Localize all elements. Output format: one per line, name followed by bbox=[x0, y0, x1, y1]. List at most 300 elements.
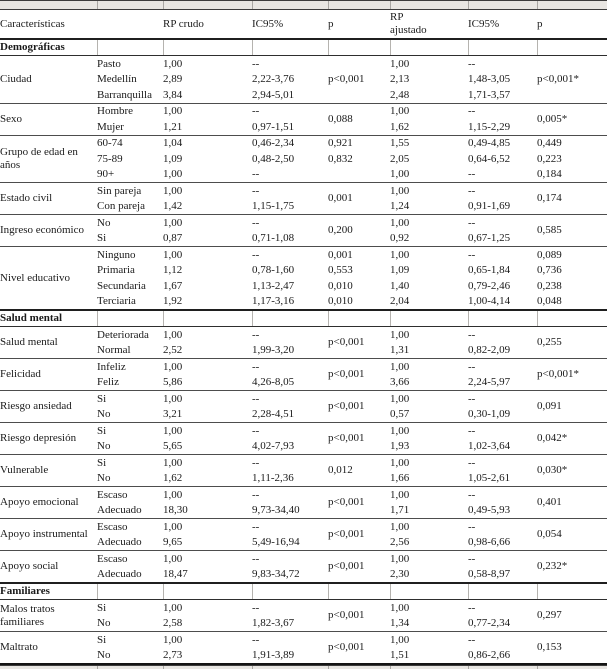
section-title: Familiares bbox=[0, 583, 97, 600]
rp-adjusted-cell: 1,00 bbox=[390, 632, 468, 648]
category-cell: Adecuado bbox=[97, 536, 142, 549]
column-rule-segment bbox=[163, 1, 252, 9]
rp-crude-cell: 2,89 bbox=[163, 73, 183, 86]
rp-adjusted-cell: 1,00 bbox=[390, 183, 468, 199]
p-crude-cell: 0,553 bbox=[328, 264, 353, 277]
ic95-crude-cell: 1,13-2,47 bbox=[252, 279, 295, 292]
ic95-crude-cell: -- bbox=[252, 391, 328, 407]
rp-crude-cell: 1,09 bbox=[163, 152, 183, 165]
p-crude-merged-cell: p<0,001 bbox=[328, 359, 390, 391]
row-label: Ingreso económico bbox=[0, 215, 97, 247]
rp-adjusted-cell: 1,00 bbox=[390, 359, 468, 375]
ic95-crude-cell: 0,48-2,50 bbox=[252, 152, 295, 165]
section-row-spacer bbox=[390, 583, 468, 600]
ic95-crude-cell: 4,02-7,93 bbox=[252, 440, 295, 453]
ic95-adjusted-cell: 0,79-2,46 bbox=[468, 279, 511, 292]
ic95-adjusted-cell: -- bbox=[468, 600, 537, 616]
table-row bbox=[0, 600, 607, 616]
category-cell: No bbox=[97, 472, 111, 485]
header-rp-ajustado-label: RP ajustado bbox=[390, 11, 427, 36]
row-label: Sexo bbox=[0, 103, 97, 135]
section-row-spacer bbox=[163, 39, 252, 56]
ic95-adjusted-cell: -- bbox=[468, 391, 537, 407]
category-cell: No bbox=[97, 408, 111, 421]
header-p-crudo: p bbox=[328, 17, 334, 30]
ic95-crude-cell: 4,26-8,05 bbox=[252, 376, 295, 389]
ic95-adjusted-cell: 0,49-4,85 bbox=[468, 135, 537, 151]
table-row bbox=[0, 215, 607, 231]
category-cell: Normal bbox=[97, 344, 131, 357]
section-row-spacer bbox=[252, 583, 328, 600]
category-cell: 90+ bbox=[97, 168, 115, 181]
ic95-adjusted-cell: -- bbox=[468, 487, 537, 503]
section-row-spacer bbox=[537, 583, 607, 600]
rp-crude-cell: 1,00 bbox=[163, 327, 252, 343]
category-cell: No bbox=[97, 649, 111, 662]
rp-adjusted-cell: 1,00 bbox=[390, 103, 468, 119]
category-cell: Medellín bbox=[97, 73, 137, 86]
rp-crude-cell: 1,12 bbox=[163, 264, 183, 277]
header-ic95-ajustado: IC95% bbox=[468, 17, 500, 30]
table-row bbox=[0, 103, 607, 119]
rp-adjusted-cell: 1,00 bbox=[390, 455, 468, 471]
table-row bbox=[0, 56, 607, 72]
row-label: Ciudad bbox=[0, 56, 97, 104]
rp-crude-cell: 1,00 bbox=[163, 391, 252, 407]
rp-crude-cell: 5,86 bbox=[163, 376, 183, 389]
row-label: Riesgo ansiedad bbox=[0, 391, 97, 423]
ic95-crude-cell: 2,22-3,76 bbox=[252, 73, 295, 86]
p-adjusted-merged-cell: 0,005* bbox=[537, 103, 607, 135]
p-adjusted-merged-cell: p<0,001* bbox=[537, 359, 607, 391]
ic95-crude-cell: -- bbox=[252, 183, 328, 199]
section-row-spacer bbox=[390, 39, 468, 56]
section-row-spacer bbox=[328, 39, 390, 56]
section-row-spacer bbox=[97, 310, 163, 327]
section-row-spacer bbox=[163, 583, 252, 600]
category-cell: No bbox=[97, 617, 111, 630]
p-adjusted-cell: 0,736 bbox=[537, 264, 562, 277]
ic95-adjusted-cell: 0,77-2,34 bbox=[468, 617, 511, 630]
rp-adjusted-cell: 2,05 bbox=[390, 152, 410, 165]
ic95-adjusted-cell: -- bbox=[468, 168, 476, 181]
row-label: Felicidad bbox=[0, 359, 97, 391]
row-label: Vulnerable bbox=[0, 455, 97, 487]
rp-crude-cell: 1,00 bbox=[163, 600, 252, 616]
section-title: Demográficas bbox=[0, 39, 97, 56]
rp-crude-cell: 3,21 bbox=[163, 408, 183, 421]
ic95-adjusted-cell: 2,24-5,97 bbox=[468, 376, 511, 389]
ic95-crude-cell: 1,15-1,75 bbox=[252, 200, 295, 213]
section-row-spacer bbox=[163, 310, 252, 327]
column-rule-segment bbox=[97, 1, 163, 9]
ic95-crude-cell: 5,49-16,94 bbox=[252, 536, 300, 549]
ic95-crude-cell: 0,97-1,51 bbox=[252, 120, 295, 133]
rp-adjusted-cell: 1,93 bbox=[390, 440, 410, 453]
ic95-crude-cell: 1,11-2,36 bbox=[252, 472, 294, 485]
category-cell: Escaso bbox=[97, 487, 163, 503]
header-caracteristicas: Características bbox=[0, 17, 65, 30]
rp-adjusted-cell: 1,00 bbox=[390, 247, 468, 263]
category-cell: Terciaria bbox=[97, 295, 136, 308]
rp-adjusted-cell: 1,51 bbox=[390, 649, 410, 662]
section-row-spacer bbox=[97, 583, 163, 600]
p-adjusted-cell: 0,184 bbox=[537, 168, 562, 181]
rp-crude-cell: 1,00 bbox=[163, 215, 252, 231]
p-adjusted-merged-cell: 0,401 bbox=[537, 487, 607, 519]
ic95-adjusted-cell: 1,02-3,64 bbox=[468, 440, 511, 453]
p-crude-cell: 0,010 bbox=[328, 279, 353, 292]
category-cell: Si bbox=[97, 632, 163, 648]
header-rp-ajustado bbox=[390, 10, 468, 39]
rp-crude-cell: 1,00 bbox=[163, 183, 252, 199]
rp-crude-cell: 1,42 bbox=[163, 200, 183, 213]
rp-adjusted-cell: 0,92 bbox=[390, 232, 410, 245]
rp-crude-cell: 5,65 bbox=[163, 440, 183, 453]
rp-adjusted-cell: 1,55 bbox=[390, 135, 468, 151]
row-label: Maltrato bbox=[0, 632, 97, 664]
category-cell: 75-89 bbox=[97, 152, 123, 165]
p-adjusted-merged-cell: 0,054 bbox=[537, 519, 607, 551]
ic95-adjusted-cell: -- bbox=[468, 247, 537, 263]
ic95-crude-cell: -- bbox=[252, 487, 328, 503]
table-row bbox=[0, 391, 607, 407]
category-cell: Secundaria bbox=[97, 279, 146, 292]
p-adjusted-merged-cell: 0,042* bbox=[537, 423, 607, 455]
section-row-spacer bbox=[252, 39, 328, 56]
section-title: Salud mental bbox=[0, 310, 97, 327]
rp-adjusted-cell: 1,09 bbox=[390, 264, 410, 277]
category-cell: Adecuado bbox=[97, 504, 142, 517]
category-cell: Si bbox=[97, 423, 163, 439]
rp-adjusted-cell: 1,71 bbox=[390, 504, 410, 517]
rp-adjusted-cell: 1,66 bbox=[390, 472, 410, 485]
p-crude-merged-cell: p<0,001 bbox=[328, 423, 390, 455]
category-cell: 60-74 bbox=[97, 135, 163, 151]
rp-crude-cell: 1,00 bbox=[163, 487, 252, 503]
p-crude-merged-cell: p<0,001 bbox=[328, 551, 390, 584]
p-crude-merged-cell: p<0,001 bbox=[328, 632, 390, 664]
ic95-crude-cell: 1,82-3,67 bbox=[252, 617, 295, 630]
column-rule-segment bbox=[328, 1, 390, 9]
p-crude-merged-cell: p<0,001 bbox=[328, 519, 390, 551]
rp-crude-cell: 2,52 bbox=[163, 344, 183, 357]
header-rp-crudo: RP crudo bbox=[163, 17, 204, 30]
ic95-crude-cell: -- bbox=[252, 632, 328, 648]
ic95-adjusted-cell: 1,71-3,57 bbox=[468, 88, 511, 101]
category-cell: Primaria bbox=[97, 264, 135, 277]
table-row bbox=[0, 455, 607, 471]
rp-crude-cell: 1,67 bbox=[163, 279, 183, 292]
row-label: Nivel educativo bbox=[0, 247, 97, 311]
ic95-adjusted-cell: -- bbox=[468, 359, 537, 375]
p-crude-merged-cell: p<0,001 bbox=[328, 487, 390, 519]
ic95-crude-cell: -- bbox=[252, 215, 328, 231]
category-cell: Deteriorada bbox=[97, 327, 163, 343]
ic95-adjusted-cell: -- bbox=[468, 423, 537, 439]
section-row bbox=[0, 39, 607, 56]
p-adjusted-merged-cell: p<0,001* bbox=[537, 56, 607, 104]
ic95-crude-cell: -- bbox=[252, 103, 328, 119]
ic95-adjusted-cell: 0,49-5,93 bbox=[468, 504, 511, 517]
column-rule-segment bbox=[537, 1, 607, 9]
column-rule-segment bbox=[390, 1, 468, 9]
ic95-crude-cell: 2,28-4,51 bbox=[252, 408, 295, 421]
row-label: Estado civil bbox=[0, 183, 97, 215]
table-row bbox=[0, 519, 607, 535]
row-label: Apoyo emocional bbox=[0, 487, 97, 519]
category-cell: Barranquilla bbox=[97, 88, 152, 101]
rp-crude-cell: 2,58 bbox=[163, 617, 183, 630]
category-cell: Infeliz bbox=[97, 359, 163, 375]
rp-adjusted-cell: 3,66 bbox=[390, 376, 410, 389]
p-crude-merged-cell: 0,012 bbox=[328, 455, 390, 487]
category-cell: Mujer bbox=[97, 120, 124, 133]
rp-crude-cell: 1,00 bbox=[163, 519, 252, 535]
category-cell: No bbox=[97, 215, 163, 231]
rp-adjusted-cell: 1,00 bbox=[390, 327, 468, 343]
ic95-crude-cell: -- bbox=[252, 56, 328, 72]
category-cell: Ninguno bbox=[97, 247, 163, 263]
section-row-spacer bbox=[537, 310, 607, 327]
p-adjusted-cell: 0,449 bbox=[537, 135, 607, 151]
ic95-crude-cell: 9,83-34,72 bbox=[252, 568, 300, 581]
p-crude-merged-cell: 0,001 bbox=[328, 183, 390, 215]
rp-adjusted-cell: 1,00 bbox=[390, 215, 468, 231]
rp-crude-cell: 1,00 bbox=[163, 423, 252, 439]
p-crude-merged-cell: 0,200 bbox=[328, 215, 390, 247]
ic95-crude-cell: -- bbox=[252, 551, 328, 567]
section-row-spacer bbox=[390, 310, 468, 327]
ic95-crude-cell: -- bbox=[252, 327, 328, 343]
table-top-rule-strip bbox=[0, 0, 607, 10]
table-row bbox=[0, 632, 607, 648]
section-row-spacer bbox=[468, 310, 537, 327]
p-crude-merged-cell: 0,088 bbox=[328, 103, 390, 135]
rp-crude-cell: 18,30 bbox=[163, 504, 188, 517]
ic95-crude-cell: -- bbox=[252, 247, 328, 263]
rp-adjusted-cell: 1,24 bbox=[390, 200, 410, 213]
category-cell: No bbox=[97, 440, 111, 453]
table-row bbox=[0, 247, 607, 263]
rp-crude-cell: 0,87 bbox=[163, 232, 183, 245]
category-cell: Con pareja bbox=[97, 200, 145, 213]
column-rule-segment bbox=[0, 1, 97, 9]
ic95-adjusted-cell: 0,86-2,66 bbox=[468, 649, 511, 662]
results-table-body bbox=[0, 39, 607, 663]
row-label: Malos tratos familiares bbox=[0, 600, 97, 632]
category-cell: Feliz bbox=[97, 376, 119, 389]
ic95-crude-cell: -- bbox=[252, 455, 328, 471]
p-adjusted-merged-cell: 0,297 bbox=[537, 600, 607, 632]
row-label: Apoyo instrumental bbox=[0, 519, 97, 551]
ic95-adjusted-cell: -- bbox=[468, 519, 537, 535]
rp-crude-cell: 1,21 bbox=[163, 120, 183, 133]
rp-crude-cell: 1,00 bbox=[163, 551, 252, 567]
column-rule-segment bbox=[252, 1, 328, 9]
table-row bbox=[0, 359, 607, 375]
column-rule-segment bbox=[468, 1, 537, 9]
ic95-crude-cell: 0,78-1,60 bbox=[252, 264, 295, 277]
section-row-spacer bbox=[328, 310, 390, 327]
p-crude-merged-cell: p<0,001 bbox=[328, 600, 390, 632]
section-row bbox=[0, 310, 607, 327]
category-cell: Si bbox=[97, 600, 163, 616]
p-crude-merged-cell: p<0,001 bbox=[328, 391, 390, 423]
table-row bbox=[0, 183, 607, 199]
category-cell: Escaso bbox=[97, 519, 163, 535]
rp-adjusted-cell: 2,13 bbox=[390, 73, 410, 86]
rp-adjusted-cell: 1,34 bbox=[390, 617, 410, 630]
rp-crude-cell: 9,65 bbox=[163, 536, 183, 549]
p-crude-merged-cell: p<0,001 bbox=[328, 56, 390, 104]
rp-crude-cell: 3,84 bbox=[163, 88, 183, 101]
p-crude-cell: 0,010 bbox=[328, 295, 353, 308]
ic95-adjusted-cell: 0,58-8,97 bbox=[468, 568, 511, 581]
rp-adjusted-cell: 1,00 bbox=[390, 551, 468, 567]
table-row bbox=[0, 327, 607, 343]
ic95-adjusted-cell: -- bbox=[468, 103, 537, 119]
p-adjusted-cell: 0,089 bbox=[537, 247, 607, 263]
ic95-adjusted-cell: 0,64-6,52 bbox=[468, 152, 511, 165]
p-adjusted-merged-cell: 0,030* bbox=[537, 455, 607, 487]
rp-adjusted-cell: 1,00 bbox=[390, 423, 468, 439]
header-row bbox=[0, 10, 607, 39]
p-adjusted-merged-cell: 0,232* bbox=[537, 551, 607, 584]
category-cell: Escaso bbox=[97, 551, 163, 567]
p-crude-cell bbox=[328, 167, 390, 183]
ic95-crude-cell: -- bbox=[252, 359, 328, 375]
rp-crude-cell: 1,00 bbox=[163, 168, 183, 181]
ic95-crude-cell: -- bbox=[252, 600, 328, 616]
p-crude-cell: 0,921 bbox=[328, 135, 390, 151]
p-adjusted-merged-cell: 0,091 bbox=[537, 391, 607, 423]
ic95-adjusted-cell: 0,67-1,25 bbox=[468, 232, 511, 245]
p-adjusted-cell: 0,238 bbox=[537, 279, 562, 292]
header-ic95-crudo: IC95% bbox=[252, 17, 284, 30]
rp-adjusted-cell: 1,62 bbox=[390, 120, 410, 133]
rp-crude-cell: 1,00 bbox=[163, 455, 252, 471]
ic95-adjusted-cell: -- bbox=[468, 56, 537, 72]
table-row bbox=[0, 423, 607, 439]
row-label: Riesgo depresión bbox=[0, 423, 97, 455]
ic95-adjusted-cell: -- bbox=[468, 632, 537, 648]
row-label: Apoyo social bbox=[0, 551, 97, 584]
header-p-ajustado: p bbox=[537, 17, 543, 30]
rp-crude-cell: 2,73 bbox=[163, 649, 183, 662]
rp-crude-cell: 18,47 bbox=[163, 568, 188, 581]
table-header bbox=[0, 10, 607, 39]
row-label: Grupo de edad en años bbox=[0, 135, 97, 183]
table-row bbox=[0, 551, 607, 567]
rp-crude-cell: 1,00 bbox=[163, 56, 252, 72]
table-bottom-rule-strip bbox=[0, 665, 607, 669]
rp-adjusted-cell: 0,57 bbox=[390, 408, 410, 421]
ic95-adjusted-cell: 0,82-2,09 bbox=[468, 344, 511, 357]
rp-crude-cell: 1,62 bbox=[163, 472, 183, 485]
rp-adjusted-cell: 1,31 bbox=[390, 344, 410, 357]
rp-adjusted-cell: 1,00 bbox=[390, 391, 468, 407]
section-row-spacer bbox=[537, 39, 607, 56]
rp-adjusted-cell: 2,48 bbox=[390, 88, 410, 101]
rp-crude-cell: 1,92 bbox=[163, 295, 183, 308]
category-cell: Sin pareja bbox=[97, 183, 163, 199]
ic95-adjusted-cell: -- bbox=[468, 327, 537, 343]
ic95-crude-cell: -- bbox=[252, 519, 328, 535]
ic95-crude-cell: -- bbox=[252, 423, 328, 439]
ic95-adjusted-cell: 1,15-2,29 bbox=[468, 120, 511, 133]
table-row bbox=[0, 487, 607, 503]
category-cell: Si bbox=[97, 391, 163, 407]
p-adjusted-cell: 0,223 bbox=[537, 152, 562, 165]
section-row bbox=[0, 583, 607, 600]
section-row-spacer bbox=[97, 39, 163, 56]
ic95-adjusted-cell: 1,05-2,61 bbox=[468, 472, 511, 485]
ic95-crude-cell: 0,46-2,34 bbox=[252, 135, 328, 151]
category-cell: Si bbox=[97, 232, 107, 245]
ic95-adjusted-cell: -- bbox=[468, 551, 537, 567]
rp-adjusted-cell: 2,56 bbox=[390, 536, 410, 549]
rp-adjusted-cell: 1,00 bbox=[390, 519, 468, 535]
rp-adjusted-cell: 1,00 bbox=[390, 56, 468, 72]
rp-adjusted-cell: 1,40 bbox=[390, 279, 410, 292]
rp-crude-cell: 1,00 bbox=[163, 247, 252, 263]
ic95-crude-cell: 1,17-3,16 bbox=[252, 295, 295, 308]
section-row-spacer bbox=[252, 310, 328, 327]
rp-crude-cell: 1,00 bbox=[163, 103, 252, 119]
category-cell: Hombre bbox=[97, 103, 163, 119]
category-cell: Si bbox=[97, 455, 163, 471]
rp-crude-cell: 1,00 bbox=[163, 632, 252, 648]
section-row-spacer bbox=[328, 583, 390, 600]
ic95-adjusted-cell: -- bbox=[468, 215, 537, 231]
ic95-adjusted-cell: 1,48-3,05 bbox=[468, 73, 511, 86]
row-label: Salud mental bbox=[0, 327, 97, 359]
category-cell: Pasto bbox=[97, 56, 163, 72]
p-crude-merged-cell: p<0,001 bbox=[328, 327, 390, 359]
p-crude-cell: 0,001 bbox=[328, 247, 390, 263]
category-cell: Adecuado bbox=[97, 568, 142, 581]
p-adjusted-merged-cell: 0,255 bbox=[537, 327, 607, 359]
ic95-adjusted-cell: 0,30-1,09 bbox=[468, 408, 511, 421]
ic95-crude-cell: 9,73-34,40 bbox=[252, 504, 300, 517]
section-row-spacer bbox=[468, 39, 537, 56]
ic95-crude-cell: 1,99-3,20 bbox=[252, 344, 295, 357]
rp-adjusted-cell: 1,00 bbox=[390, 600, 468, 616]
p-adjusted-merged-cell: 0,585 bbox=[537, 215, 607, 247]
p-adjusted-merged-cell: 0,174 bbox=[537, 183, 607, 215]
section-row-spacer bbox=[468, 583, 537, 600]
p-adjusted-cell: 0,048 bbox=[537, 295, 562, 308]
ic95-crude-cell: 0,71-1,08 bbox=[252, 232, 295, 245]
ic95-crude-cell: 1,91-3,89 bbox=[252, 649, 295, 662]
ic95-crude-cell: 2,94-5,01 bbox=[252, 88, 295, 101]
table-row bbox=[0, 135, 607, 151]
ic95-adjusted-cell: 0,91-1,69 bbox=[468, 200, 511, 213]
ic95-adjusted-cell: 0,98-6,66 bbox=[468, 536, 511, 549]
rp-adjusted-cell: 2,30 bbox=[390, 568, 410, 581]
ic95-crude-cell: -- bbox=[252, 168, 260, 181]
ic95-adjusted-cell: 1,00-4,14 bbox=[468, 295, 511, 308]
rp-crude-cell: 1,04 bbox=[163, 135, 252, 151]
rp-adjusted-cell: 1,00 bbox=[390, 168, 410, 181]
p-adjusted-merged-cell: 0,153 bbox=[537, 632, 607, 664]
p-crude-cell: 0,832 bbox=[328, 152, 353, 165]
rp-crude-cell: 1,00 bbox=[163, 359, 252, 375]
regression-results-table bbox=[0, 10, 607, 663]
ic95-adjusted-cell: -- bbox=[468, 455, 537, 471]
ic95-adjusted-cell: 0,65-1,84 bbox=[468, 264, 511, 277]
